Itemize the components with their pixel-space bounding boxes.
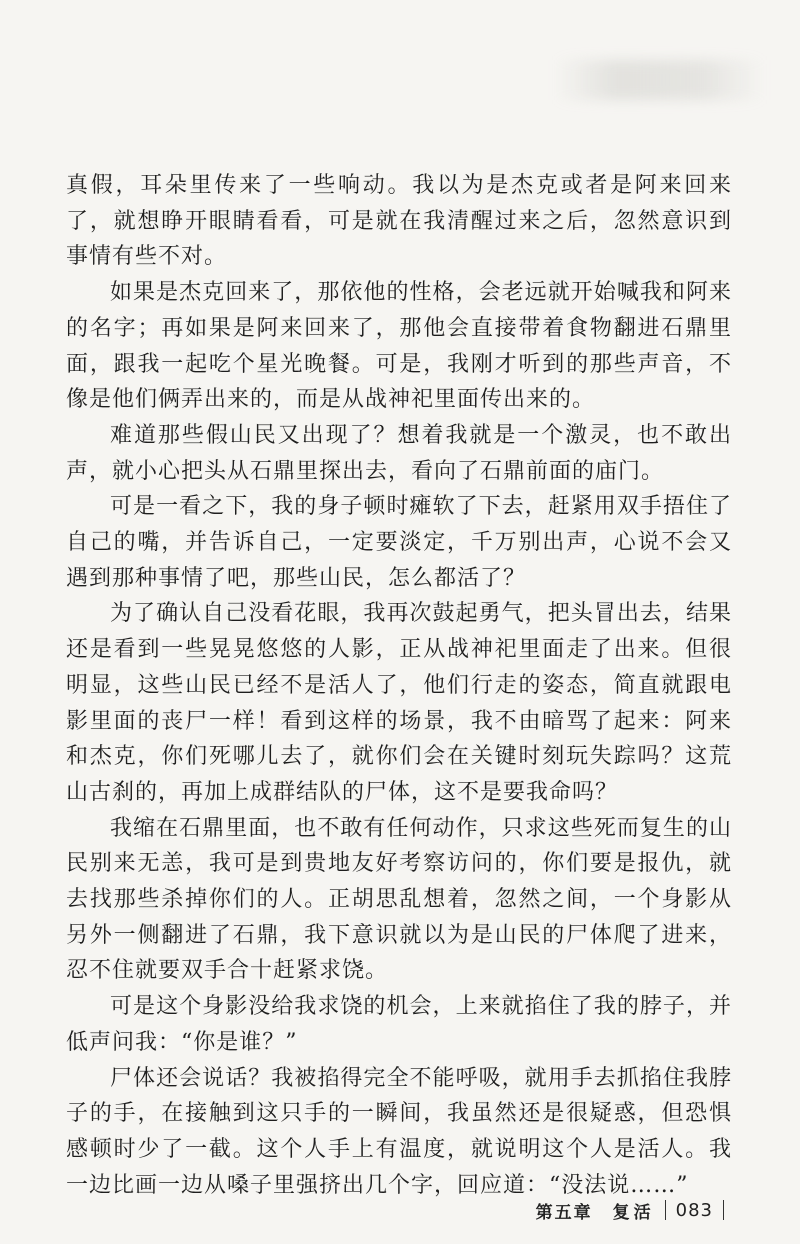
paragraph: 我缩在石鼎里面，也不敢有任何动作，只求这些死而复生的山民别来无恙，我可是到贵地友好考察访问的，你们要是报仇，就去找那些杀掉你们的人。正胡思乱想着，忽然之间，一个身影从另外一侧翻进了石鼎，我下意识就以为是山民的尸体爬了进来，忍不住就要双手合十赶紧求饶。 <box>66 815 732 984</box>
page-footer <box>536 1196 734 1224</box>
show-through-smudge <box>555 60 765 100</box>
chapter-title: 复活 <box>612 1202 655 1223</box>
page-number: 083 <box>675 1199 713 1221</box>
footer-divider <box>723 1200 724 1220</box>
body-text <box>66 168 732 1203</box>
paragraph: 尸体还会说话？我被掐得完全不能呼吸，就用手去抓掐住我脖子的手，在接触到这只手的一瞬间，我虽然还是很疑惑，但恐惧感顿时少了一截。这个人手上有温度，就说明这个人是活人。我一边比画一边从嗓子里强挤出几个字，回应道：“没法说……” <box>66 1065 732 1198</box>
chapter-label: 第五章 <box>535 1202 593 1223</box>
paragraph: 可是这个身影没给我求饶的机会，上来就掐住了我的脖子，并低声问我：“你是谁？” <box>66 994 732 1055</box>
paragraph: 为了确认自己没看花眼，我再次鼓起勇气，把头冒出去，结果还是看到一些晃晃悠悠的人影，正从战神祀里面走了出来。但很明显，这些山民已经不是活人了，他们行走的姿态，简直就跟电影里面的丧尸一样！看到这样的场景，我不由暗骂了起来：阿来和杰克，你们死哪儿去了，就你们会在关键时刻玩失踪吗？这荒山古刹的，再加上成群结队的尸体，这不是要我命吗？ <box>66 601 732 805</box>
paragraph: 真假，耳朵里传来了一些响动。我以为是杰克或者是阿来回来了，就想睁开眼睛看看，可是就在我清醒过来之后，忽然意识到事情有些不对。 <box>66 173 732 270</box>
paragraph: 可是一看之下，我的身子顿时瘫软了下去，赶紧用双手捂住了自己的嘴，并告诉自己，一定要淡定，千万别出声，心说不会又遇到那种事情了吧，那些山民，怎么都活了？ <box>66 494 732 591</box>
footer-divider <box>665 1200 666 1220</box>
paragraph: 如果是杰克回来了，那依他的性格，会老远就开始喊我和阿来的名字；再如果是阿来回来了，那他会直接带着食物翻进石鼎里面，跟我一起吃个星光晚餐。可是，我刚才听到的那些声音，不像是他们俩弄出来的，而是从战神祀里面传出来的。 <box>66 280 732 413</box>
paragraph: 难道那些假山民又出现了？想着我就是一个激灵，也不敢出声，就小心把头从石鼎里探出去，看向了石鼎前面的庙门。 <box>66 422 732 484</box>
